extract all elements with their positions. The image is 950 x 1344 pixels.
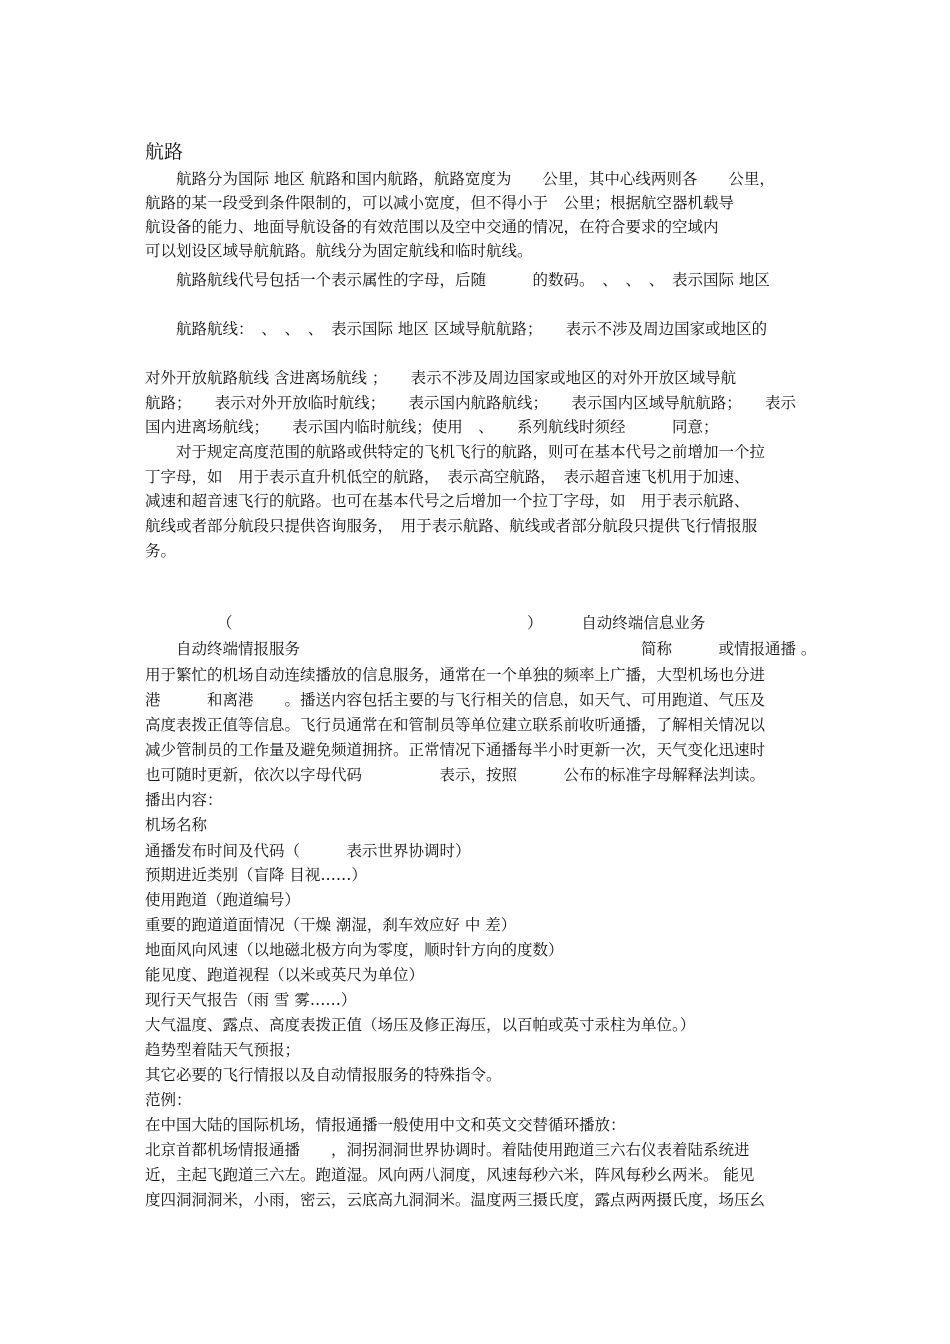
paragraph-line: 航设备的能力、地面导航设备的有效范围以及空中交通的情况，在符合要求的空域内 [145, 218, 719, 236]
list-item: 使用跑道（跑道编号） [145, 891, 301, 909]
paragraph-line: 减速和超音速飞行的航路。也可在基本代号之后增加一个拉丁字母，如 用于表示航路、 [145, 492, 750, 510]
list-item: 重要的跑道道面情况（干燥 潮湿，刹车效应好 中 差） [145, 916, 517, 934]
list-item: 机场名称 [145, 816, 208, 834]
paragraph-line: 务。 [145, 542, 177, 560]
paragraph-line: 对于规定高度范围的航路或供特定的飞机飞行的航路，则可在基本代号之前增加一个拉 [145, 443, 766, 461]
paragraph-line: 北京首都机场情报通播 ，洞拐洞洞世界协调时。着陆使用跑道三六右仪表着陆系统进 [145, 1141, 750, 1159]
paragraph-line: 度四洞洞洞米，小雨，密云，云底高九洞洞米。温度两三摄氏度，露点两两摄氏度，场压幺 [145, 1191, 766, 1209]
paragraph-line: 航路的某一段受到条件限制的，可以减小宽度，但不得小于 公里；根据航空器机载导 [145, 194, 735, 212]
paragraph-line: 也可随时更新，依次以字母代码 表示，按照 公布的标准字母解释法判读。 [145, 766, 766, 784]
paragraph-line: 航线或者部分航段只提供咨询服务， 用于表示航路、航线或者部分航段只提供飞行情报服 [145, 517, 758, 535]
paragraph-line: 用于繁忙的机场自动连续播放的信息服务，通常在一个单独的频率上广播，大型机场也分进 [145, 666, 766, 684]
list-item: 预期进近类别（盲降 目视……） [145, 866, 367, 884]
paragraph-line: 国内进离场航线； 表示国内临时航线；使用 、 系列航线时须经 同意； [145, 418, 719, 436]
list-item: 趋势型着陆天气预报； [145, 1041, 301, 1059]
list-item: 其它必要的飞行情报以及自动情报服务的特殊指令。 [145, 1066, 502, 1084]
paragraph-line: 对外开放航路航线 含进离场航线 ； 表示不涉及周边国家或地区的对外开放区域导航 [145, 369, 737, 387]
list-item: 能见度、跑道视程（以米或英尺为单位） [145, 966, 425, 984]
section-heading-airway: 航路 [145, 141, 184, 163]
paragraph-line: 可以划设区域导航航路。航线分为固定航线和临时航线。 [145, 242, 533, 260]
list-item: 现行天气报告（雨 雪 雾……） [145, 991, 357, 1009]
paragraph-line: 在中国大陆的国际机场，情报通播一般使用中文和英文交替循环播放： [145, 1116, 626, 1134]
paragraph-line: 近，主起飞跑道三六左。跑道湿。风向两八洞度，风速每秒六米，阵风每秒幺两米。 能见 [145, 1166, 755, 1184]
paragraph-line: 航路航线代号包括一个表示属性的字母，后随 的数码。 、 、 、 表示国际 地区 [145, 271, 770, 289]
section-heading-atis: （ ） 自动终端信息业务 [217, 614, 706, 632]
paragraph-line: 减少管制员的工作量及避免频道拥挤。正常情况下通播每半小时更新一次，天气变化迅速时 [145, 741, 766, 759]
list-item: 大气温度、露点、高度表拨正值（场压及修正海压，以百帕或英寸汞柱为单位。） [145, 1016, 696, 1034]
paragraph-line: 航路航线： 、 、 、 表示国际 地区 区域导航航路； 表示不涉及周边国家或地区的 [145, 320, 768, 338]
paragraph-line: 航路分为国际 地区 航路和国内航路，航路宽度为 公里，其中心线两则各 公里， [145, 170, 775, 188]
list-item: 通播发布时间及代码（ 表示世界协调时） [145, 842, 471, 860]
paragraph-line: 港 和离港 。播送内容包括主要的与飞行相关的信息，如天气、可用跑道、气压及 [145, 691, 766, 709]
paragraph-line: 自动终端情报服务 简称 或情报通播 。 [145, 640, 817, 658]
paragraph-line: 丁字母，如 用于表示直升机低空的航路， 表示高空航路， 表示超音速飞机用于加速、 [145, 468, 750, 486]
paragraph-line: 高度表拨正值等信息。飞行员通常在和管制员等单位建立联系前收听通播，了解相关情况以 [145, 716, 766, 734]
list-heading: 播出内容： [145, 791, 223, 809]
paragraph-line: 航路； 表示对外开放临时航线； 表示国内航路航线； 表示国内区域导航航路； 表示 [145, 394, 797, 412]
list-item: 地面风向风速（以地磁北极方向为零度，顺时针方向的度数） [145, 941, 564, 959]
example-heading: 范例： [145, 1091, 192, 1109]
